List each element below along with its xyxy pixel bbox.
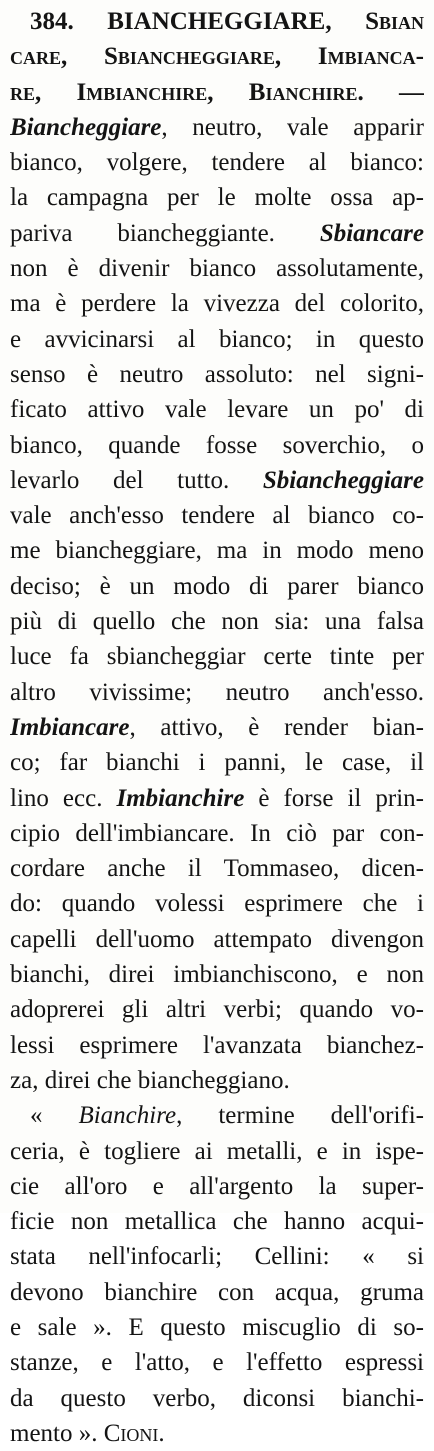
text-line: [10, 1275, 424, 1310]
text-segment: Biancheggiare: [10, 113, 162, 141]
text-line: [10, 957, 424, 992]
text-segment: me biancheggiare, ma in modo meno: [10, 537, 424, 565]
text-line: [10, 251, 424, 286]
text-line: [10, 1028, 424, 1063]
text-segment: lessi esprimere l'avanzata bianchez-: [10, 1031, 424, 1059]
text-line: [10, 357, 424, 392]
text-line: [10, 781, 424, 816]
text-segment: Bianchire: [78, 1102, 177, 1130]
text-segment: Cioni: [103, 1419, 159, 1447]
text-segment: bianco, quande fosse soverchio, o: [10, 431, 424, 459]
text-segment: «: [30, 1102, 79, 1130]
text-line: [10, 886, 424, 921]
text-segment: altro vivissime; neutro anch'esso.: [10, 678, 424, 706]
text-segment: pariva biancheggiante.: [10, 219, 320, 247]
text-segment: stanze, e l'atto, e l'effetto espressi: [10, 1349, 424, 1377]
text-line: [10, 851, 424, 886]
text-segment: devono bianchire con acqua, gruma: [10, 1278, 424, 1306]
text-segment: ficie non metallica che hanno acqui-: [10, 1208, 424, 1236]
text-segment: ceria, è togliere ai metalli, e in ispe-: [10, 1137, 424, 1165]
text-segment: care, Sbiancheggiare, Imbianca: [10, 43, 416, 71]
text-segment: Imbianchire: [116, 784, 245, 812]
text-line: [10, 1416, 424, 1451]
text-segment: ficato attivo vale levare un po' di: [10, 396, 424, 424]
text-line: [10, 428, 424, 463]
text-line: [10, 1063, 424, 1098]
text-line: [10, 639, 424, 674]
text-line: [10, 1134, 424, 1169]
text-line: [10, 1204, 424, 1239]
text-line: [10, 745, 424, 780]
text-segment: e sale ». E questo miscuglio di so-: [10, 1313, 424, 1341]
text-segment: levarlo del tutto.: [10, 466, 263, 494]
text-line: [10, 1310, 424, 1345]
text-segment: za, direi che biancheggiano.: [10, 1066, 290, 1094]
text-line: [10, 39, 424, 74]
text-segment: cie all'oro e all'argento la super-: [10, 1172, 424, 1200]
text-segment: , neutro, vale apparir: [161, 113, 424, 141]
text-line: [10, 569, 424, 604]
text-segment: Sbian: [365, 8, 424, 35]
text-segment: non è divenir bianco assolutamente,: [10, 255, 424, 283]
text-segment: -: [415, 43, 424, 71]
text-line: [10, 75, 424, 110]
text-segment: più di quello che non sia: una falsa: [10, 608, 424, 636]
text-line: [10, 604, 424, 639]
text-line: [10, 1098, 424, 1133]
text-segment: senso è neutro assoluto: nel signi-: [10, 360, 424, 388]
text-line: [10, 180, 424, 215]
text-line: [10, 286, 424, 321]
text-line: [10, 922, 424, 957]
text-line: [10, 498, 424, 533]
text-segment: , attivo, è render bian-: [129, 713, 424, 741]
text-line: [10, 533, 424, 568]
text-segment: Sbiancheggiare: [262, 466, 424, 494]
text-segment: mento ».: [10, 1419, 104, 1447]
text-segment: luce fa sbiancheggiar certe tinte per: [10, 643, 424, 671]
text-segment: , termine dell'orifi-: [176, 1102, 424, 1130]
text-segment: bianchi, direi imbianchiscono, e non: [10, 961, 424, 989]
text-segment: 384. BIANCHEGGIARE,: [30, 8, 366, 35]
text-segment: ma è perdere la vivezza del colorito,: [10, 290, 424, 318]
text-line: [10, 392, 424, 427]
text-line: [10, 675, 424, 710]
text-segment: da questo verbo, diconsi bianchi-: [10, 1384, 424, 1412]
text-segment: do: quando volessi esprimere che i: [10, 890, 424, 918]
text-segment: la campagna per le molte ossa ap-: [10, 184, 424, 212]
text-line: [10, 1169, 424, 1204]
text-segment: è forse il prin-: [244, 784, 424, 812]
text-segment: capelli dell'uomo attempato divengon: [10, 925, 424, 953]
text-segment: Sbiancare: [319, 219, 424, 247]
text-segment: vale anch'esso tendere al bianco co-: [10, 502, 424, 530]
text-line: [10, 1381, 424, 1416]
text-line: [10, 1239, 424, 1274]
text-segment: re, Imbianchire, Bianchire. —: [10, 78, 424, 106]
text-line: [10, 110, 424, 145]
text-segment: e avvicinarsi al bianco; in questo: [10, 325, 424, 353]
text-segment: .: [158, 1419, 165, 1447]
text-segment: deciso; è un modo di parer bianco: [10, 572, 424, 600]
text-segment: lino ecc.: [10, 784, 117, 812]
text-line: [10, 1345, 424, 1380]
entry-384: [10, 4, 424, 1451]
text-line: [10, 4, 424, 39]
text-line: [10, 322, 424, 357]
text-segment: adoprerei gli altri verbi; quando vo-: [10, 996, 424, 1024]
text-segment: bianco, volgere, tendere al bianco:: [10, 149, 424, 177]
text-line: [10, 992, 424, 1027]
text-line: [10, 216, 424, 251]
text-segment: cordare anche il Tommaseo, dicen-: [10, 855, 424, 883]
text-segment: Imbiancare: [10, 713, 130, 741]
text-line: [10, 710, 424, 745]
text-segment: co; far bianchi i panni, le case, il: [10, 749, 424, 777]
text-line: [10, 145, 424, 180]
text-segment: stata nell'infocarli; Cellini: « si: [10, 1243, 424, 1271]
text-line: [10, 463, 424, 498]
text-line: [10, 816, 424, 851]
text-segment: cipio dell'imbiancare. In ciò par con-: [10, 819, 424, 847]
